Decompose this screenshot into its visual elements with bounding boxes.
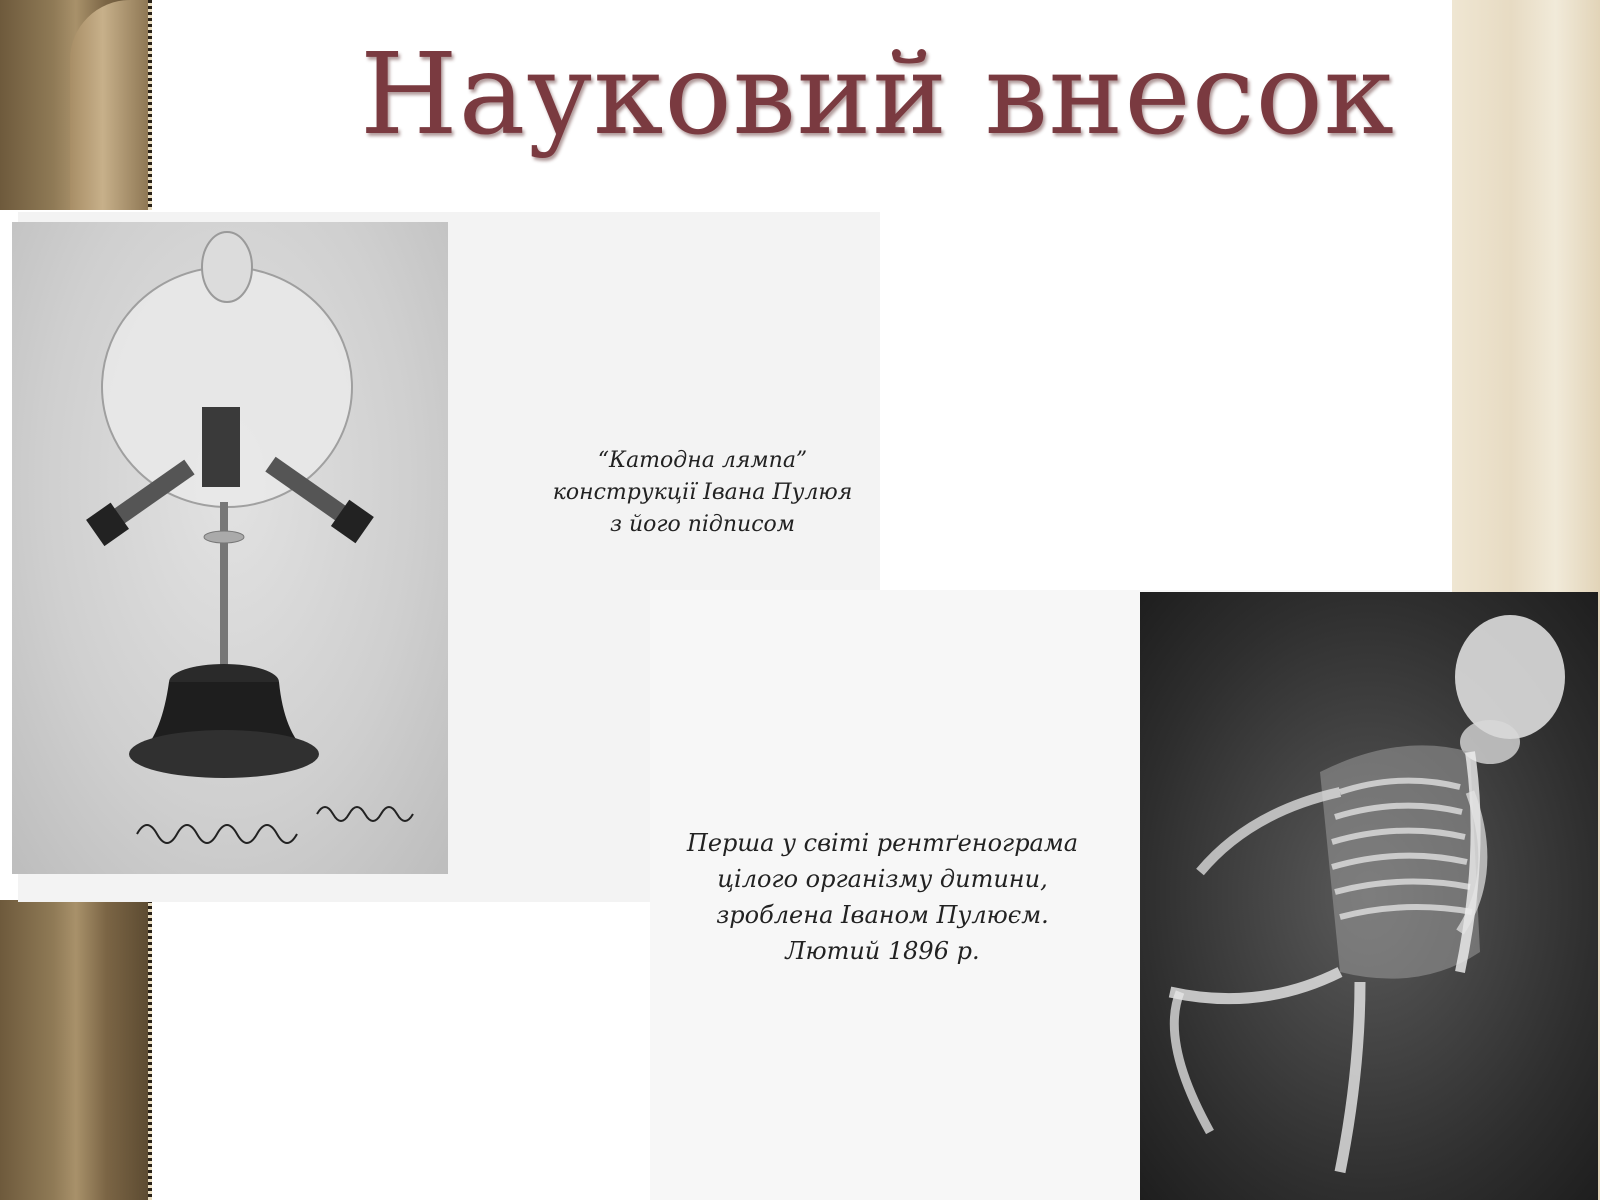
xray-caption	[655, 825, 1110, 969]
decorative-left-strip-top	[0, 0, 152, 210]
decorative-strip-edge	[148, 900, 152, 1200]
cathode-lamp-illustration	[12, 222, 448, 874]
decorative-strip-edge	[148, 0, 152, 210]
caption-line: зроблена Іваном Пулюєм.	[716, 901, 1049, 929]
decorative-left-strip-bottom	[0, 900, 152, 1200]
skeleton-xray-illustration	[1140, 592, 1598, 1200]
caption-line: Лютий 1896 р.	[785, 937, 980, 965]
child-xray-photo	[1140, 592, 1598, 1200]
caption-line: з його підписом	[609, 512, 796, 537]
cathode-lamp-photo	[12, 222, 448, 874]
decorative-arch	[70, 0, 152, 210]
caption-line: Перша у світі рентґенограма	[686, 829, 1079, 857]
caption-line: “Катодна лямпа”	[597, 448, 808, 473]
cathode-lamp-caption	[505, 445, 900, 541]
caption-line: конструкції Івана Пулюя	[552, 480, 853, 505]
slide-title: Науковий внесок	[360, 30, 1395, 160]
caption-line: цілого організму дитини,	[717, 865, 1048, 893]
